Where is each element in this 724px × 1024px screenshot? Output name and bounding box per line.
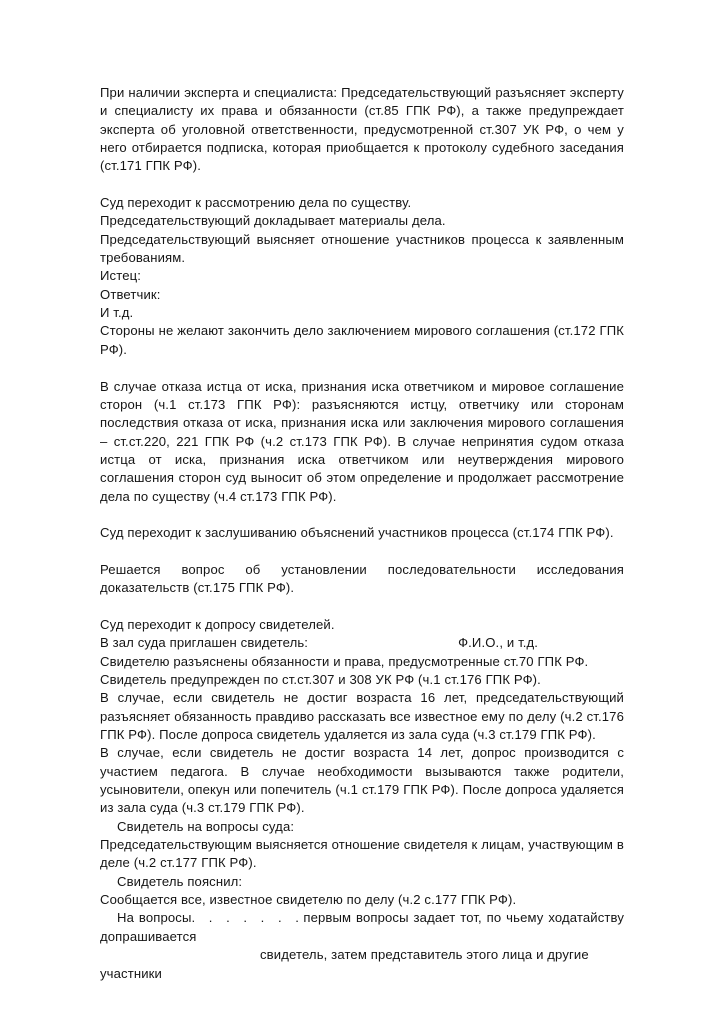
line-witness-explained-text: Свидетель пояснил:	[117, 873, 243, 889]
paragraph-parties-no-settlement: Стороны не желают закончить дело заключением мирового соглашения (ст.172 ГПК РФ).	[100, 323, 628, 357]
paragraph-presiding-clarifies-attitude: Председательствующий выясняет отношение участников процесса к заявленным требованиям.	[100, 231, 628, 266]
paragraph-expert-specialist: При наличии эксперта и специалиста: Председательствующий разъясняет эксперту и специалисту их права и обязанности (ст.85 ГПК РФ), а также предупреждает эксперта об уголовной ответственности, предусмотренной ст.307 УК РФ, о чем у него отбирается подписка, которая приобщается к протоколу судебного заседания (ст.171 ГПК РФ).	[100, 85, 628, 174]
paragraph-evidence-order: Решается вопрос об установлении последовательности исследования доказательств (ст.175 ГПК РФ).	[100, 561, 628, 596]
line-witness-invited-prefix: В зал суда приглашен свидетель:	[100, 635, 309, 651]
line-etc-label: И т.д.	[100, 305, 134, 321]
questions-continuation-text: свидетель, затем представитель этого лица и другие	[260, 947, 589, 963]
paragraph-spacer	[100, 359, 624, 377]
questions-lead-text: На вопросы	[117, 910, 192, 926]
line-witness-invited	[100, 634, 624, 652]
paragraph-questions-continuation	[100, 946, 624, 964]
paragraph-witness-under-16: В случае, если свидетель не достиг возраста 16 лет, председательствующий разъясняет обязанность правдиво рассказать все известное ему по делу (ч.2 ст.176 ГПК РФ). После допроса свидетель удаляется из зала суда (ч.3 ст.179 ГПК РФ).	[100, 690, 628, 743]
line-defendant-label: Ответчик:	[100, 286, 161, 302]
line-plaintiff-label: Истец:	[100, 268, 142, 284]
line-court-proceeds-to-merits: Суд переходит к рассмотрению дела по существу.	[100, 195, 412, 211]
line-participants-tail: участники	[100, 965, 162, 981]
paragraph-spacer	[100, 598, 624, 616]
paragraph-spacer	[100, 176, 624, 194]
line-court-proceeds-to-witnesses: Суд переходит к допросу свидетелей.	[100, 616, 335, 632]
paragraph-questions-order	[100, 909, 628, 946]
questions-rest-text: первым вопросы задает тот, по чьему ходатайству допрашивается	[100, 910, 628, 944]
line-witness-invited-suffix: Ф.И.О., и т.д.	[458, 635, 539, 651]
line-witness-answers-court-text: Свидетель на вопросы суда:	[117, 818, 295, 834]
line-witness-warned: Свидетель предупрежден по ст.ст.307 и 308 УК РФ (ч.1 ст.176 ГПК РФ).	[100, 672, 541, 687]
document-body	[100, 84, 628, 983]
dotted-blank: . . . . . . .	[191, 910, 304, 926]
paragraph-hearing-explanations: Суд переходит к заслушиванию объяснений участников процесса (ст.174 ГПК РФ).	[100, 525, 614, 541]
line-witness-reports-all: Сообщается все, известное свидетелю по делу (ч.2 с.177 ГПК РФ).	[100, 892, 517, 908]
paragraph-witness-under-14: В случае, если свидетель не достиг возраста 14 лет, допрос производится с участием педагога. В случае необходимости вызываются также родители, усыновители, опекун или попечитель (ч.1 ст.179 ГПК РФ). После допроса удаляется из зала суда (ч.3 ст.179 ГПК РФ).	[100, 745, 628, 816]
paragraph-witness-relation-to-parties: Председательствующим выясняется отношение свидетеля к лицам, участвующим в деле (ч.2 ст.177 ГПК РФ).	[100, 837, 628, 871]
paragraph-spacer	[100, 506, 624, 524]
paragraph-waiver-and-settlement: В случае отказа истца от иска, признания иска ответчиком и мировое соглашение сторон (ч.1 ст.173 ГПК РФ): разъясняются истцу, ответчику или сторонам последствия отказа от иска, признания иска или заключения мирового соглашения – ст.ст.220, 221 ГПК РФ (ч.2 ст.173 ГПК РФ). В случае непринятия судом отказа истца от иска, признания иска ответчиком или неутверждения мирового соглашения сторон суд выносит об этом определение и продолжает рассмотрение дела по существу (ч.4 ст.173 ГПК РФ).	[100, 378, 628, 504]
line-presiding-reports-case-materials: Председательствующий докладывает материалы дела.	[100, 213, 446, 229]
line-witness-rights-explained: Свидетелю разъяснены обязанности и права, предусмотренные ст.70 ГПК РФ.	[100, 653, 589, 669]
line-witness-explained	[100, 873, 624, 891]
paragraph-spacer	[100, 543, 624, 561]
line-witness-answers-court	[100, 818, 624, 836]
